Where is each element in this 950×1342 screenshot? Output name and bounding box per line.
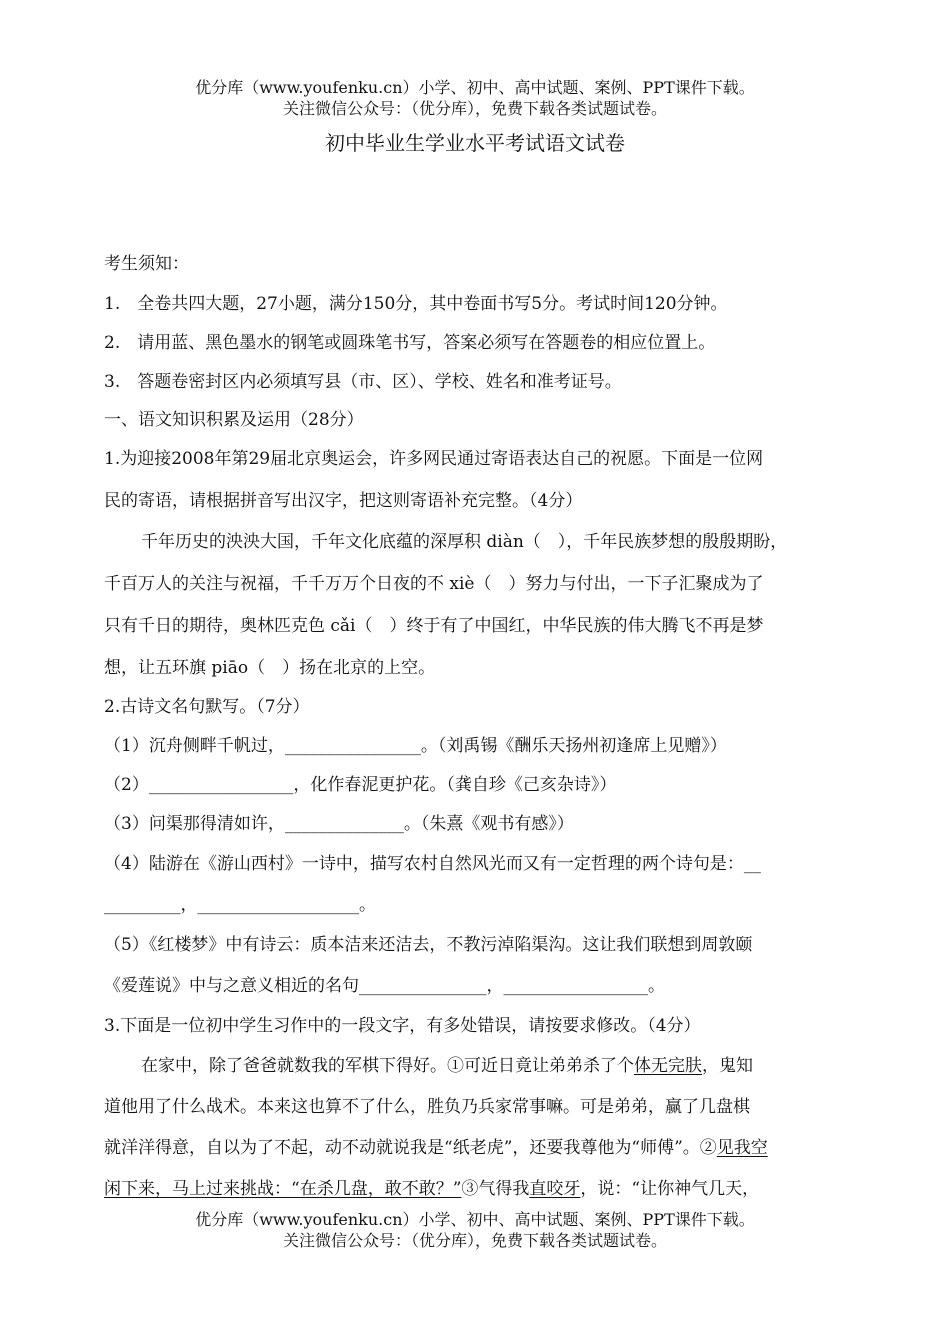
q3-text: 在家中，除了爸爸就数我的军棋下得好。①可近日竟让弟弟杀了个 bbox=[141, 1056, 634, 1076]
q2-item-5-line-1: （5）《红楼梦》中有诗云：质本洁来还洁去，不教污淖陷渠沟。这让我们联想到周敦颐 bbox=[104, 935, 753, 955]
q2-item-4-line-2: _________，___________________。 bbox=[104, 895, 376, 915]
section-1-heading: 一、语文知识积累及运用（28分） bbox=[104, 410, 364, 430]
q1-paragraph-line-3: 只有千日的期待，奥林匹克色 cǎi（ ）终于有了中国红，中华民族的伟大腾飞不再是梦 bbox=[104, 616, 764, 636]
q2-item-2: （2）_________________，化作春泥更护花。（龚自珍《己亥杂诗》） bbox=[104, 775, 617, 795]
q3-passage-line-4 bbox=[104, 1174, 854, 1199]
q2-heading: 2.古诗文名句默写。（7分） bbox=[104, 697, 310, 717]
q2-item-4-line-1: （4）陆游在《游山西村》一诗中，描写农村自然风光而又有一定哲理的两个诗句是：__ bbox=[104, 854, 761, 874]
q2-item-1: （1）沉舟侧畔千帆过，________________。（刘禹锡《酬乐天扬州初逢席上见赠》） bbox=[104, 736, 727, 756]
q1-line-2: 民的寄语，请根据拼音写出汉字，把这则寄语补充完整。（4分） bbox=[104, 491, 583, 511]
notice-heading: 考生须知： bbox=[104, 254, 189, 274]
q1-paragraph-line-2: 千百万人的关注与祝福，千千万万个日夜的不 xiè（ ）努力与付出，一下子汇聚成为了 bbox=[104, 574, 764, 594]
footer-line-1: 优分库（www.youfenku.cn）小学、初中、高中试题、案例、PPT课件下载。 bbox=[195, 1210, 755, 1229]
q1-line-1: 1.为迎接2008年第29届北京奥运会，许多网民通过寄语表达自己的祝愿。下面是一位网 bbox=[104, 449, 764, 469]
q3-underlined-phrase: 闲下来，马上过来挑战：“在杀几盘，敢不敢？” bbox=[104, 1179, 462, 1199]
q3-passage-line-1 bbox=[141, 1051, 891, 1076]
q3-text: 就洋洋得意，自以为了不起，动不动就说我是“纸老虎”，还要我尊他为“师傅”。② bbox=[104, 1138, 717, 1158]
header-line-2: 关注微信公众号：（优分库），免费下载各类试题试卷。 bbox=[282, 99, 667, 118]
q2-item-5-line-2: 《爱莲说》中与之意义相近的名句_______________，_________________。 bbox=[104, 976, 665, 996]
q3-underlined-phrase: 见我空 bbox=[716, 1138, 768, 1158]
q1-paragraph-line-1: 千年历史的泱泱大国，千年文化底蕴的深厚积 diàn（ ），千年民族梦想的殷殷期盼， bbox=[141, 532, 788, 552]
footer-line-2: 关注微信公众号：（优分库），免费下载各类试题试卷。 bbox=[282, 1231, 667, 1250]
notice-item-1: 1. 全卷共四大题，27小题，满分150分，其中卷面书写5分。考试时间120分钟。 bbox=[104, 294, 728, 314]
notice-item-3: 3. 答题卷密封区内必须填写县（市、区）、学校、姓名和准考证号。 bbox=[104, 372, 622, 392]
q3-underlined-phrase: 直咬牙 bbox=[529, 1179, 581, 1199]
notice-item-2: 2. 请用蓝、黑色墨水的钢笔或圆珠笔书写，答案必须写在答题卷的相应位置上。 bbox=[104, 333, 716, 353]
q3-text: ，说：“让你神气几天， bbox=[580, 1179, 760, 1199]
header-line-1: 优分库（www.youfenku.cn）小学、初中、高中试题、案例、PPT课件下载。 bbox=[195, 78, 755, 97]
q2-item-3: （3）问渠那得清如许，______________。（朱熹《观书有感》） bbox=[104, 814, 574, 834]
q3-passage-line-3 bbox=[104, 1133, 854, 1158]
q3-text: ③气得我 bbox=[461, 1179, 530, 1199]
q3-passage-line-2: 道他用了什么战术。本来这也算不了什么，胜负乃兵家常事嘛。可是弟弟，赢了几盘棋 bbox=[104, 1097, 750, 1117]
q1-paragraph-line-4: 想，让五环旗 piāo（ ）扬在北京的上空。 bbox=[104, 658, 436, 678]
page-title: 初中毕业生学业水平考试语文试卷 bbox=[325, 131, 625, 155]
q3-underlined-phrase: 体无完肤 bbox=[634, 1056, 702, 1076]
q3-text: ，鬼知 bbox=[702, 1056, 753, 1076]
q3-heading: 3.下面是一位初中学生习作中的一段文字，有多处错误，请按要求修改。（4分） bbox=[104, 1016, 701, 1036]
